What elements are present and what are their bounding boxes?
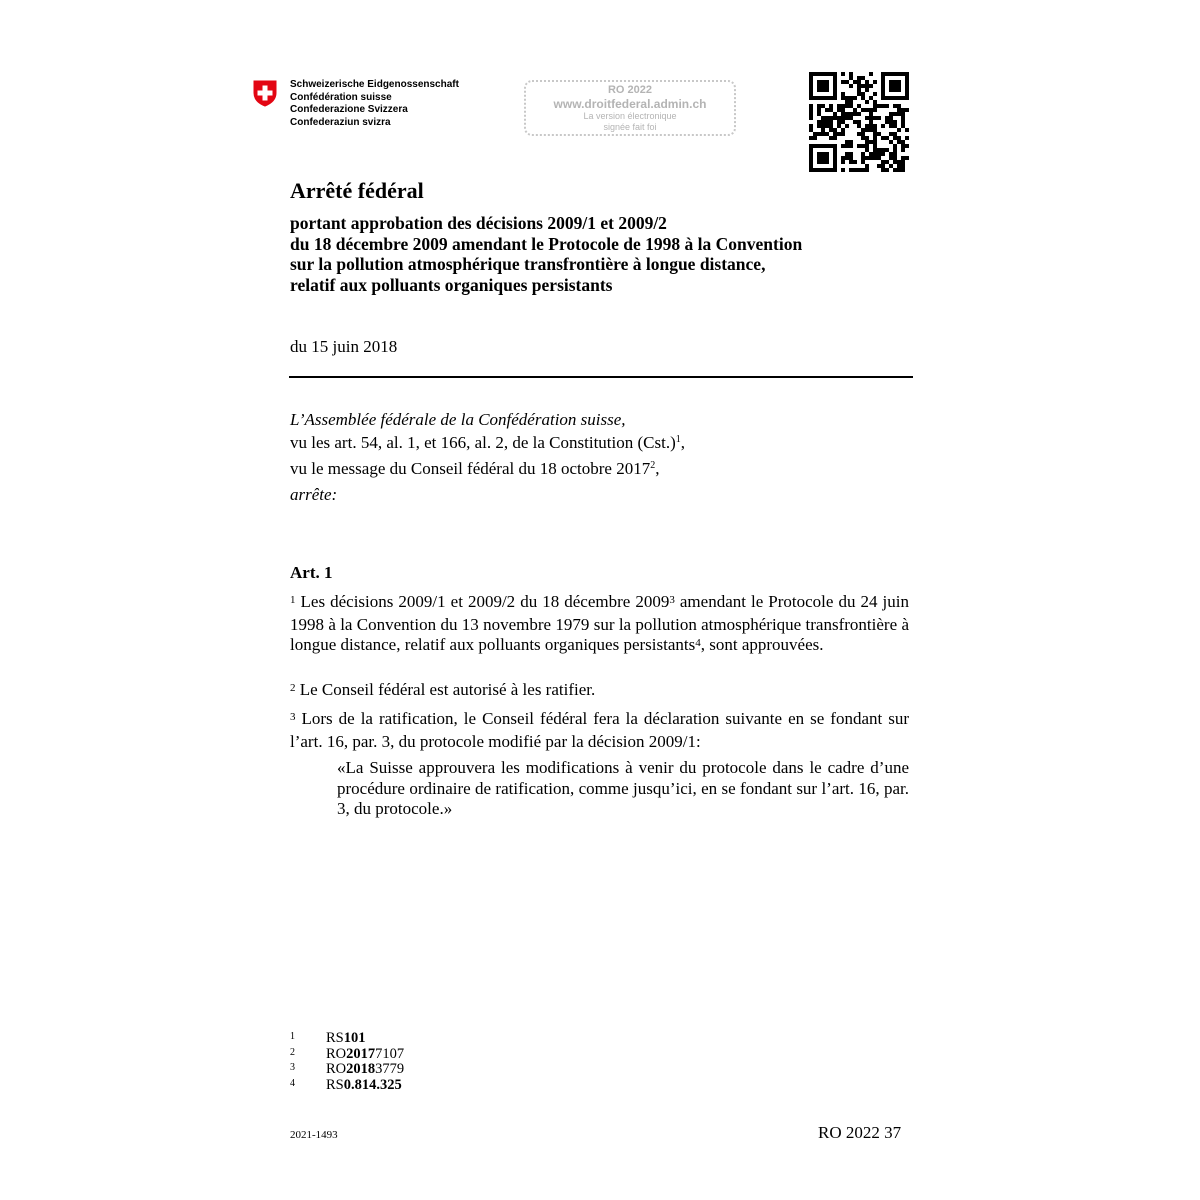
article-title: Art. 1 <box>290 563 333 582</box>
preamble-line-2: vu le message du Conseil fédéral du 18 octobre 2017$^2$, <box>290 459 660 478</box>
logo-line-de: Schweizerische Eidgenossenschaft <box>290 79 459 90</box>
footnote-ref-4[interactable]: 4 <box>695 637 701 649</box>
document-title: Arrêté fédéral <box>290 178 424 203</box>
footnote-item: 1 RS 101 <box>290 1030 366 1046</box>
stamp-url[interactable]: www.droitfederal.admin.ch <box>553 97 707 111</box>
logo-line-rm: Confederaziun svizra <box>290 116 391 128</box>
footnotes <box>290 1031 404 1093</box>
stamp-note-1: La version électronique <box>583 111 677 121</box>
preamble <box>290 408 685 506</box>
footnote-ref-2[interactable]: 2 <box>650 460 656 471</box>
subtitle-line: sur la pollution atmosphérique transfrontière à longue distance, <box>290 254 766 274</box>
preamble-line-1: vu les art. 54, al. 1, et 166, al. 2, de la Constitution $(Cst.)^1$, <box>290 433 686 452</box>
document-date: du 15 juin 2018 <box>290 337 398 356</box>
stamp-note-2: signée fait foi <box>603 122 657 132</box>
subtitle-line: du 18 décembre 2009 amendant le Protocole de 1998 à la Convention <box>290 233 803 254</box>
publication-reference: RO 2022 37 <box>818 1123 902 1142</box>
footnote-item: 3 RO 2018 3779 <box>290 1061 405 1077</box>
declaration-quote: «La Suisse approuvera les modifications à venir du protocole dans le cadre d’une procédure ordinaire de ratification, comme jusqu’ici, en se fondant sur l’art. 16, par. 3, du protocole.» <box>337 758 909 818</box>
article-paragraph-3: $^3$ Lors de la ratification, le Conseil fédéral fera la déclaration suivante en se fondant sur l’art. 16, par. 3, du protocole modifié par la décision 2009/1: <box>290 709 909 751</box>
document-subtitle <box>290 213 802 295</box>
logo-line-fr: Confédération suisse <box>290 91 392 103</box>
title-divider <box>289 376 913 378</box>
confederation-name <box>290 79 459 129</box>
preamble-intro: L’Assemblée fédérale de la Confédération suisse, <box>290 410 626 429</box>
swiss-coat-of-arms-icon <box>253 80 277 107</box>
logo-line-it: Confederazione Svizzera <box>290 104 408 115</box>
article-paragraph-2: $^2$ Le Conseil fédéral est autorisé à les ratifier. <box>290 680 596 699</box>
preamble-decree: arrête: <box>290 485 338 504</box>
article-paragraph-1: $^1$ Les décisions 2009/1 et 2009/2 du 18 décembre 2009$^3$ amendant le Protocole du 24 juin 1998 à la Convention du 13 novembre 1979 sur la pollution atmosphérique transfrontière à longue distance, relatif aux polluants organiques persistants$^4$, sont approuvées. <box>290 592 909 654</box>
footnote-ref-3[interactable]: 3 <box>669 594 675 606</box>
stamp-ro: RO 2022 <box>607 84 653 96</box>
subtitle-line: relatif aux polluants organiques persistants <box>290 274 613 295</box>
footnote-ref-1[interactable]: 1 <box>675 434 681 445</box>
subtitle-line: portant approbation des décisions 2009/1 et 2009/2 <box>290 213 667 233</box>
document-number: 2021-1493 <box>290 1129 338 1141</box>
qr-code-icon <box>809 72 909 172</box>
publication-stamp <box>524 80 736 136</box>
footnote-item: 2 RO 2017 7107 <box>290 1045 405 1062</box>
footnote-item: 4 RS 0.814.325 <box>290 1076 402 1093</box>
